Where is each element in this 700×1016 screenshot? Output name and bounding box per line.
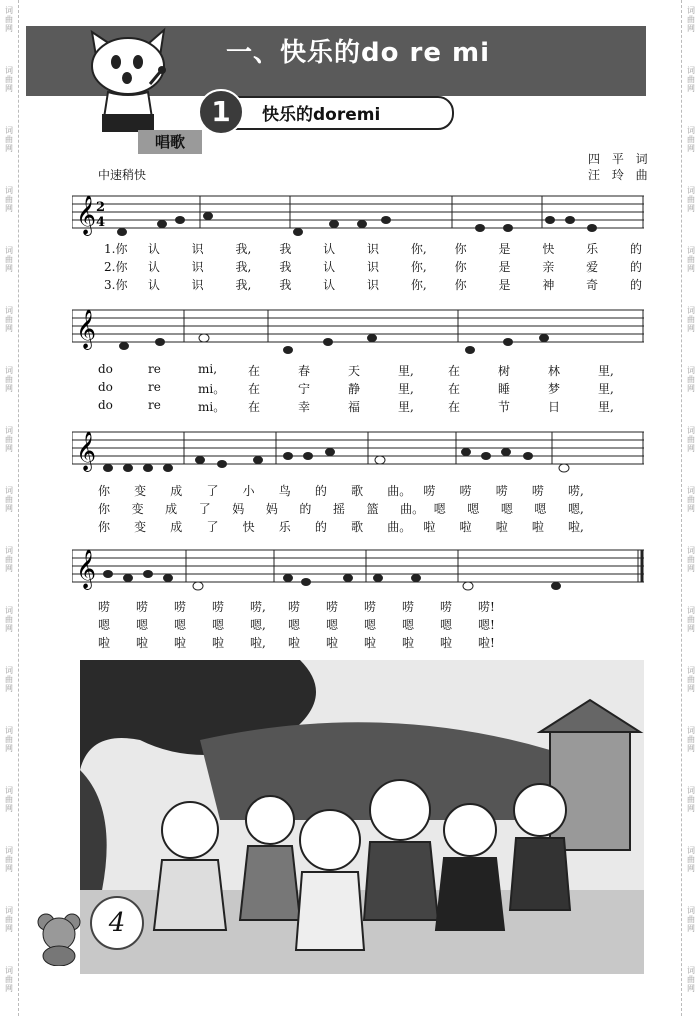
lyric-syllable: 乐 [278, 520, 291, 534]
lyric-syllable: mi。 [198, 382, 226, 396]
lyric-syllable: 快 [542, 242, 555, 256]
lyric-syllable: 睡 [498, 382, 511, 396]
lyric-syllable: 了 [198, 502, 211, 516]
lyric-syllable: 认 [323, 278, 336, 292]
lyric-syllable: 唠 [495, 484, 508, 498]
lyric-syllable: 篮 [366, 502, 379, 516]
lyric-syllable: 乐 [586, 242, 599, 256]
lyric-syllable: 嗯 [98, 618, 111, 632]
lyric-line-2-2 [98, 380, 638, 396]
lyric-syllable: 快 [242, 520, 255, 534]
lyric-syllable: 3.你 [104, 278, 128, 292]
lyric-syllable: 歌 [351, 520, 364, 534]
rail-watermark: 词 曲 网 [5, 486, 13, 513]
lyric-syllable: 在 [448, 382, 461, 396]
rail-watermark: 词 曲 网 [687, 246, 695, 273]
svg-text:𝄞: 𝄞 [76, 431, 97, 471]
lyric-syllable: 的 [314, 484, 327, 498]
lyric-syllable: 了 [206, 520, 219, 534]
lyric-syllable: 里, [598, 364, 614, 378]
lyric-syllable: 的 [630, 278, 643, 292]
lyric-syllable: 是 [498, 242, 511, 256]
lyric-syllable: 是 [498, 278, 511, 292]
rail-watermark: 词 曲 网 [687, 786, 695, 813]
lyric-syllable: 我 [279, 260, 292, 274]
rail-watermark: 词 曲 网 [687, 666, 695, 693]
lyric-syllable: do [98, 380, 113, 394]
lyric-syllable: 妈 [232, 502, 245, 516]
lyric-syllable: 识 [367, 278, 380, 292]
lyric-syllable: 你, [410, 242, 427, 256]
staff-system-2 [72, 306, 644, 349]
lyric-line-4-1 [98, 598, 638, 614]
lyric-syllable: re [148, 380, 161, 394]
lyric-syllable: 嗯 [440, 618, 453, 632]
lyric-syllable: 里, [398, 364, 414, 378]
rail-watermark: 词 曲 网 [687, 486, 695, 513]
lyric-syllable: 啦 [98, 636, 111, 650]
lyric-syllable: 嗯 [174, 618, 187, 632]
lyric-syllable: do [98, 398, 113, 412]
lyric-syllable: re [148, 398, 161, 412]
rail-watermark: 词 曲 网 [5, 606, 13, 633]
lyric-syllable: 你, [410, 278, 427, 292]
lyric-line-3-3 [98, 518, 638, 534]
lyric-syllable: 嗯, [250, 618, 266, 632]
rail-watermark: 词 曲 网 [687, 366, 695, 393]
lyric-syllable: 你 [98, 502, 111, 516]
lyric-syllable: 变 [131, 502, 144, 516]
song-title: 快乐的doremi [262, 105, 381, 125]
rail-watermark: 词 曲 网 [5, 726, 13, 753]
lyric-syllable: 啦 [136, 636, 149, 650]
lyric-syllable: 在 [248, 364, 261, 378]
lyric-syllable: 唠 [402, 600, 415, 614]
staff-system-1 [72, 192, 644, 235]
rail-watermark: 词 曲 网 [687, 726, 695, 753]
tempo-marking: 中速稍快 [98, 168, 147, 182]
lyric-syllable: 啦, [250, 636, 266, 650]
svg-text:4: 4 [96, 215, 106, 230]
lyric-syllable: 我 [279, 242, 292, 256]
lyric-syllable: 歌 [351, 484, 364, 498]
lyric-syllable: 啦! [478, 636, 495, 650]
rail-watermark: 词 曲 网 [5, 246, 13, 273]
lyric-syllable: 嗯 [402, 618, 415, 632]
lyric-syllable: 2.你 [104, 260, 128, 274]
lyric-syllable: 幸 [298, 400, 311, 414]
lyric-syllable: 嗯, [568, 502, 584, 516]
lyric-syllable: 啦 [402, 636, 415, 650]
lyricist-credit: 四 平 词 [588, 152, 652, 166]
svg-text:𝄞: 𝄞 [76, 549, 97, 589]
lyric-syllable: 嗯 [364, 618, 377, 632]
rail-watermark: 词 曲 网 [687, 846, 695, 873]
rail-watermark: 词 曲 网 [687, 126, 695, 153]
rail-watermark: 词 曲 网 [687, 6, 695, 33]
lyric-syllable: 宁 [298, 382, 311, 396]
svg-text:𝄞: 𝄞 [76, 195, 97, 235]
page-number: 4 [90, 896, 144, 950]
lyric-syllable: 妈 [265, 502, 278, 516]
lyric-syllable: 在 [248, 400, 261, 414]
lyric-syllable: 识 [367, 260, 380, 274]
rail-watermark: 词 曲 网 [5, 366, 13, 393]
rail-watermark: 词 曲 网 [5, 786, 13, 813]
lyric-syllable: 嗯! [478, 618, 495, 632]
lyric-syllable: 嗯 [288, 618, 301, 632]
rail-watermark: 词 曲 网 [687, 306, 695, 333]
lyric-syllable: 变 [134, 484, 147, 498]
lyric-syllable: 嗯 [534, 502, 547, 516]
lyric-syllable: 在 [448, 400, 461, 414]
lyric-syllable: 你 [454, 278, 467, 292]
lyric-syllable: 唠 [98, 600, 111, 614]
lyric-syllable: 唠, [250, 600, 266, 614]
lyric-syllable: 鸟 [278, 484, 291, 498]
lyric-syllable: 啦 [326, 636, 339, 650]
lyric-syllable: 啦 [212, 636, 225, 650]
lyric-syllable: 识 [191, 278, 204, 292]
lyric-syllable: 了 [206, 484, 219, 498]
lyric-line-3-1 [98, 482, 638, 498]
rail-watermark: 词 曲 网 [687, 546, 695, 573]
lyric-syllable: 认 [147, 242, 160, 256]
lyric-syllable: 啦 [174, 636, 187, 650]
lyric-syllable: 唠 [531, 484, 544, 498]
lyric-line-1-3 [98, 276, 643, 292]
rail-watermark: 词 曲 网 [5, 186, 13, 213]
rail-watermark: 词 曲 网 [687, 426, 695, 453]
lyric-syllable: 里, [598, 400, 614, 414]
lyric-syllable: 是 [498, 260, 511, 274]
lyric-syllable: 啦 [364, 636, 377, 650]
lyric-syllable: 亲 [542, 260, 555, 274]
rail-watermark: 词 曲 网 [5, 846, 13, 873]
lyric-syllable: 啦, [568, 520, 584, 534]
lyric-syllable: 林 [548, 364, 561, 378]
lyric-syllable: 嗯 [433, 502, 446, 516]
lyric-syllable: 爱 [586, 260, 599, 274]
lyric-syllable: 变 [134, 520, 147, 534]
lyric-syllable: 唠 [364, 600, 377, 614]
lyric-syllable: 唠! [478, 600, 495, 614]
lyric-syllable: 梦 [548, 382, 561, 396]
lyric-syllable: 成 [165, 502, 178, 516]
lyric-syllable: 认 [323, 242, 336, 256]
lyric-syllable: 在 [248, 382, 261, 396]
lyric-syllable: 嗯 [326, 618, 339, 632]
lyric-syllable: 嗯 [136, 618, 149, 632]
lyric-syllable: 嗯 [500, 502, 513, 516]
right-margin-rail [681, 0, 700, 1016]
lyric-syllable: 天 [348, 364, 361, 378]
lyric-line-1-2 [98, 258, 643, 274]
lyric-syllable: 嗯 [212, 618, 225, 632]
lyric-syllable: 曲。 [387, 484, 412, 498]
lyric-syllable: 啦 [459, 520, 472, 534]
lyric-syllable: 1.你 [104, 242, 128, 256]
lyric-syllable: 里, [598, 382, 614, 396]
lyric-syllable: 唠 [136, 600, 149, 614]
rail-watermark: 词 曲 网 [5, 6, 13, 33]
lyric-syllable: 你 [454, 242, 467, 256]
lyric-syllable: 在 [448, 364, 461, 378]
lyric-syllable: 你 [454, 260, 467, 274]
song-number-badge: 1 [198, 89, 244, 135]
lyric-syllable: 识 [191, 260, 204, 274]
lyric-line-2-3 [98, 398, 638, 414]
rail-watermark: 词 曲 网 [5, 306, 13, 333]
lyric-syllable: 唠 [174, 600, 187, 614]
lyric-syllable: 我 [279, 278, 292, 292]
lyric-syllable: 啦 [423, 520, 436, 534]
lyric-syllable: 小 [242, 484, 255, 498]
lyric-syllable: 唠, [568, 484, 584, 498]
lyric-line-2-1 [98, 362, 638, 378]
lyric-syllable: mi。 [198, 400, 226, 414]
lyric-syllable: mi, [198, 362, 218, 376]
staff-system-4 [72, 546, 644, 589]
rail-watermark: 词 曲 网 [5, 546, 13, 573]
lyric-syllable: 里, [398, 382, 414, 396]
lyric-syllable: 嗯 [467, 502, 480, 516]
lyric-syllable: 日 [548, 400, 561, 414]
lyric-syllable: 唠 [423, 484, 436, 498]
lyric-line-1-1 [98, 240, 643, 256]
rail-watermark: 词 曲 网 [687, 186, 695, 213]
teddy-bear-icon [34, 910, 84, 966]
lyric-syllable: 的 [314, 520, 327, 534]
rail-watermark: 词 曲 网 [5, 666, 13, 693]
lyric-syllable: 春 [298, 364, 311, 378]
rail-watermark: 词 曲 网 [5, 966, 13, 993]
rail-watermark: 词 曲 网 [687, 66, 695, 93]
lyric-syllable: 你 [98, 484, 111, 498]
lyric-syllable: 你 [98, 520, 111, 534]
lyric-syllable: 成 [170, 484, 183, 498]
lyric-line-3-2 [98, 500, 638, 516]
lyric-syllable: 认 [147, 260, 160, 274]
lyric-syllable: 唠 [288, 600, 301, 614]
rail-watermark: 词 曲 网 [5, 66, 13, 93]
lyric-syllable: 我, [235, 278, 252, 292]
lyric-syllable: 的 [630, 260, 643, 274]
lyric-syllable: 唠 [212, 600, 225, 614]
lyric-syllable: 唠 [440, 600, 453, 614]
lyric-line-4-3 [98, 634, 638, 650]
lyric-syllable: 唠 [459, 484, 472, 498]
lyric-syllable: 节 [498, 400, 511, 414]
rail-watermark: 词 曲 网 [687, 606, 695, 633]
lyric-syllable: re [148, 362, 161, 376]
lyric-syllable: 我, [235, 242, 252, 256]
lyric-syllable: 啦 [288, 636, 301, 650]
lyric-syllable: 你, [410, 260, 427, 274]
section-tag: 唱歌 [138, 130, 202, 154]
left-margin-rail [0, 0, 19, 1016]
lyric-syllable: 摇 [333, 502, 346, 516]
lyric-syllable: 认 [323, 260, 336, 274]
svg-text:𝄞: 𝄞 [76, 309, 97, 349]
lyric-syllable: 的 [630, 242, 643, 256]
rail-watermark: 词 曲 网 [5, 906, 13, 933]
lyric-syllable: 啦 [440, 636, 453, 650]
rail-watermark: 词 曲 网 [687, 906, 695, 933]
lyric-syllable: 福 [348, 400, 361, 414]
lyric-syllable: 曲。 [387, 520, 412, 534]
lyric-syllable: 认 [147, 278, 160, 292]
lyric-syllable: 啦 [531, 520, 544, 534]
lyric-syllable: 识 [191, 242, 204, 256]
staff-system-3 [72, 428, 644, 471]
lyric-syllable: 静 [348, 382, 361, 396]
lyric-syllable: 奇 [586, 278, 599, 292]
rail-watermark: 词 曲 网 [5, 126, 13, 153]
composer-credit: 汪 玲 曲 [588, 168, 652, 182]
lyric-syllable: 我, [235, 260, 252, 274]
rail-watermark: 词 曲 网 [687, 966, 695, 993]
lesson-title: 一、快乐的do re mi [226, 38, 491, 68]
lyric-syllable: 唠 [326, 600, 339, 614]
lyric-syllable: do [98, 362, 113, 376]
lyric-syllable: 里, [398, 400, 414, 414]
lyric-syllable: 曲。 [400, 502, 425, 516]
children-singing-illustration [80, 660, 644, 974]
lyric-syllable: 神 [542, 278, 555, 292]
lyric-syllable: 成 [170, 520, 183, 534]
svg-text:2: 2 [96, 200, 106, 215]
lyric-syllable: 啦 [495, 520, 508, 534]
cartoon-cat-singer-icon [78, 26, 174, 136]
lyric-syllable: 的 [299, 502, 312, 516]
lyric-syllable: 识 [367, 242, 380, 256]
lyric-line-4-2 [98, 616, 638, 632]
lyric-syllable: 树 [498, 364, 511, 378]
rail-watermark: 词 曲 网 [5, 426, 13, 453]
